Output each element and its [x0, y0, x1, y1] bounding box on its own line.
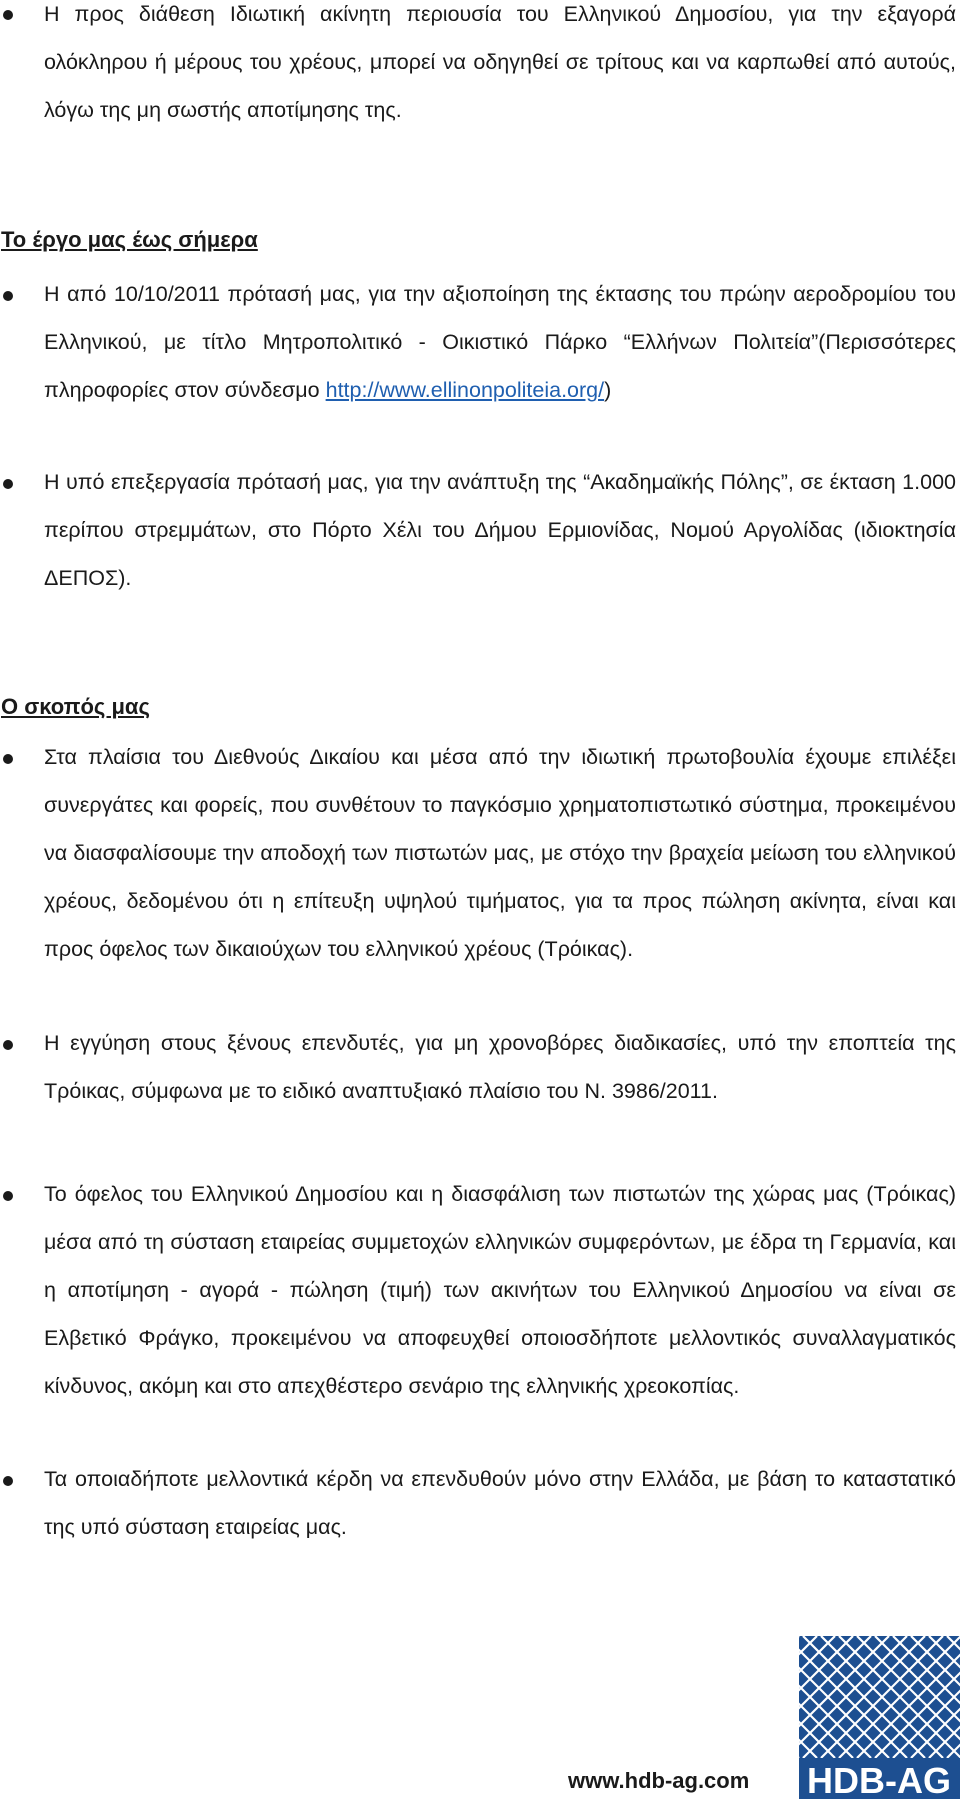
paragraph: Στα πλαίσια του Διεθνούς Δικαίου και μέσα από την ιδιωτική πρωτοβουλία έχουμε επιλέξει συνεργάτες και φορείς, που συνθέτουν το παγκόσμιο χρηματοπιστωτικό σύστημα, προκειμένου να διασφαλίσουμε την αποδοχή των πιστωτών μας, με στόχο την βραχεία μείωση του ελληνικού χρέους, δεδομένου ότι η επίτευξη υψηλού τιμήματος, για τα προς πώληση ακίνητα, είναι και προς όφελος των δικαιούχων του ελληνικού χρέους (Τρόικας). [44, 745, 956, 961]
paragraph: Τα οποιαδήποτε μελλοντικά κέρδη να επενδυθούν μόνο στην Ελλάδα, με βάση το καταστατικό της υπό σύσταση εταιρείας μας. [44, 1467, 956, 1539]
hdb-ag-logo [799, 1636, 960, 1799]
footer-url: www.hdb-ag.com [568, 1768, 750, 1793]
paragraph [44, 270, 956, 414]
paragraph: Το όφελος του Ελληνικού Δημοσίου και η διασφάλιση των πιστωτών της χώρας μας (Τρόικας) μέσα από τη σύσταση εταιρείας συμμετοχών ελληνικών συμφερόντων, με έδρα τη Γερμανία, και η αποτίμηση - αγορά - πώληση (τιμή) των ακινήτων του Ελληνικού Δημοσίου να είναι σε Ελβετικό Φράγκο, προκειμένου να αποφευχθεί οποιοσδήποτε μελλοντικός συναλλαγματικός κίνδυνος, ακόμη και στο απεχθέστερο σενάριο της ελληνικής χρεοκοπίας. [44, 1182, 956, 1398]
bullet-icon [3, 1191, 13, 1201]
bullet-icon [3, 1040, 13, 1050]
paragraph-text: ) [604, 378, 612, 402]
svg-text:HDB-AG: HDB-AG [807, 1760, 951, 1799]
section-heading-purpose: Ο σκοπός μας [1, 694, 150, 719]
paragraph: Η εγγύηση στους ξένους επενδυτές, για μη χρονοβόρες διαδικασίες, υπό την εποπτεία της Τρόικας, σύμφωνα με το ειδικό αναπτυξιακό πλαίσιο του Ν. 3986/2011. [44, 1031, 956, 1103]
paragraph: Η προς διάθεση Ιδιωτική ακίνητη περιουσία του Ελληνικού Δημοσίου, για την εξαγορά ολόκληρου ή μέρους του χρέους, μπορεί να οδηγηθεί σε τρίτους και να καρπωθεί από αυτούς, λόγω της μη σωστής αποτίμησης της. [44, 2, 956, 122]
paragraph-text: Η από 10/10/2011 πρότασή μας, για την αξιοποίηση της έκτασης του πρώην αεροδρομίου του Ελληνικού, με τίτλο Μητροπολιτικό - Οικιστικό Πάρκο “Ελλήνων Πολιτεία”(Περισσότερες πληροφορίες στον σύνδεσμο [44, 282, 956, 402]
bullet-icon [3, 479, 13, 489]
section-heading-work: Το έργο μας έως σήμερα [1, 227, 258, 252]
bullet-icon [3, 754, 13, 764]
bullet-icon [3, 291, 13, 301]
bullet-icon [3, 1476, 13, 1486]
paragraph: Η υπό επεξεργασία πρότασή μας, για την ανάπτυξη της “Ακαδημαϊκής Πόλης”, σε έκταση 1.000 περίπου στρεμμάτων, στο Πόρτο Χέλι του Δήμου Ερμιονίδας, Νομού Αργολίδας (ιδιοκτησία ΔΕΠΟΣ). [44, 470, 956, 590]
ellinonpoliteia-link[interactable]: http://www.ellinonpoliteia.org/ [325, 378, 605, 402]
bullet-icon [3, 10, 13, 20]
